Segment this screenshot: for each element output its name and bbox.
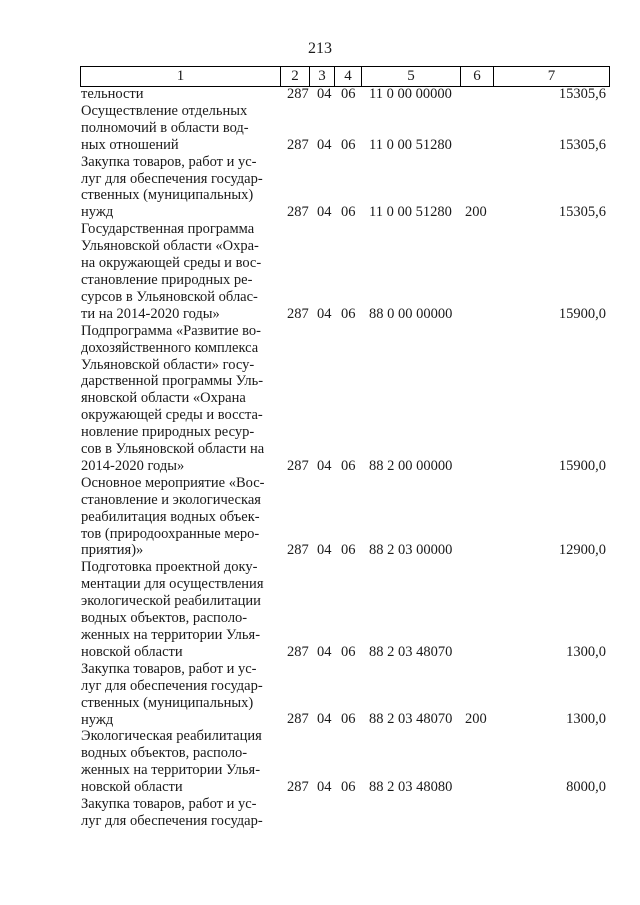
column-header-7: 7 [493,67,610,86]
section-code-cell: 04 [317,542,332,559]
description-line: нужд [81,204,114,221]
column-header-4: 4 [334,67,361,86]
target-article-cell: 88 0 00 00000 [369,305,453,322]
expense-type-cell: 200 [465,711,487,728]
table-row [0,728,640,796]
amount-cell: 8000,0 [566,779,606,796]
description-line: ственных (муниципальных) [81,694,254,711]
description-line: ментации для осуществления [81,576,264,593]
subsection-code-cell: 06 [341,643,356,660]
description-line: сов в Ульяновской области на [81,441,265,458]
amount-cell: 1300,0 [566,643,606,660]
table-row [0,154,640,222]
table-row [0,661,640,729]
target-article-cell: 88 2 03 48080 [369,779,453,796]
ministry-code-cell: 287 [287,643,309,660]
description-line: Основное мероприятие «Вос- [81,474,265,491]
column-header-2: 2 [280,67,309,86]
description-line: окружающей среды и восста- [81,407,263,424]
description-line: тельности [81,86,144,102]
description-line: Закупка товаров, работ и ус- [81,660,257,677]
row-values [0,813,640,830]
row-values [0,204,640,221]
page-number: 213 [308,40,332,57]
table-row [0,323,640,475]
row-values [0,644,640,661]
target-article-cell: 88 2 03 48070 [369,643,453,660]
column-header-5: 5 [361,67,460,86]
column-header-6: 6 [460,67,493,86]
row-values [0,779,640,796]
ministry-code-cell: 287 [287,204,309,221]
subsection-code-cell: 06 [341,457,356,474]
table-row [0,86,640,103]
target-article-cell: 88 2 03 00000 [369,542,453,559]
target-article-cell: 11 0 00 51280 [369,204,452,221]
amount-cell: 15900,0 [558,305,606,322]
amount-cell: 15900,0 [558,457,606,474]
description-line: луг для обеспечения государ- [81,170,263,187]
description-line: женных на территории Улья- [81,627,261,643]
subsection-code-cell: 06 [341,204,356,221]
ministry-code-cell: 287 [287,779,309,796]
description-line: ственных (муниципальных) [81,187,254,204]
description-line: ных отношений [81,136,179,153]
description-line: дохозяйственного комплекса [81,339,259,356]
description-line: яновской области «Охрана [81,390,246,407]
description-line: женных на территории Улья- [81,762,261,779]
ministry-code-cell: 287 [287,542,309,559]
target-article-cell: 11 0 00 00000 [369,85,452,102]
description-line: Ульяновской области» госу- [81,356,255,373]
subsection-code-cell: 06 [341,779,356,796]
section-code-cell: 04 [317,643,332,660]
table-row [0,221,640,322]
row-values [0,137,640,154]
target-article-cell: 11 0 00 51280 [369,136,452,153]
amount-cell: 12900,0 [558,542,606,559]
description-line: Закупка товаров, работ и ус- [81,796,257,813]
description-line: Осуществление отдельных [81,102,248,119]
description-line: тов (природоохранные меро- [81,525,260,542]
ministry-code-cell: 287 [287,457,309,474]
table-header [80,66,610,87]
row-values [0,542,640,559]
description-line: Подпрограмма «Развитие во- [81,322,261,339]
description-line: новской области [81,779,183,796]
section-code-cell: 04 [317,204,332,221]
expense-type-cell: 200 [465,204,487,221]
description-line: водных объектов, располо- [81,610,248,627]
description-line: полномочий в области вод- [81,119,249,136]
description-line: 2014-2020 годы» [81,457,185,474]
description-line: Экологическая реабилитация [81,728,262,745]
subsection-code-cell: 06 [341,711,356,728]
description-line: луг для обеспечения государ- [81,812,263,829]
description-line: Государственная программа [81,221,255,238]
section-code-cell: 04 [317,305,332,322]
description-line: становление природных ре- [81,271,253,288]
section-code-cell: 04 [317,711,332,728]
description-line: на окружающей среды и вос- [81,255,262,272]
column-header-1: 1 [80,67,280,86]
description-line: становление и экологическая [81,491,261,508]
description-line: ти на 2014-2020 годы» [81,305,220,322]
section-code-cell: 04 [317,779,332,796]
subsection-code-cell: 06 [341,305,356,322]
amount-cell: 15305,6 [558,204,606,221]
description-line: экологической реабилитации [81,593,261,610]
description-line: Ульяновской области «Охра- [81,238,259,255]
description-line: реабилитация водных объек- [81,508,260,525]
ministry-code-cell: 287 [287,85,309,102]
amount-cell: 15305,6 [558,136,606,153]
description-line: Закупка товаров, работ и ус- [81,153,257,170]
description-line: дарственной программы Уль- [81,373,264,390]
ministry-code-cell: 287 [287,136,309,153]
table-row [0,559,640,660]
ministry-code-cell: 287 [287,711,309,728]
row-values [0,306,640,323]
description-line: новской области [81,643,183,660]
row-description [81,323,277,475]
row-values [0,711,640,728]
row-values [0,458,640,475]
description-line: новление природных ресур- [81,424,255,441]
table-row [0,103,640,154]
amount-cell: 1300,0 [566,711,606,728]
target-article-cell: 88 2 00 00000 [369,457,453,474]
subsection-code-cell: 06 [341,85,356,102]
section-code-cell: 04 [317,136,332,153]
description-line: сурсов в Ульяновской облас- [81,288,258,305]
table-body [0,86,640,830]
row-values [0,86,640,103]
description-line: нужд [81,711,114,728]
subsection-code-cell: 06 [341,542,356,559]
section-code-cell: 04 [317,457,332,474]
column-header-3: 3 [309,67,334,86]
description-line: приятия)» [81,542,144,559]
amount-cell: 15305,6 [558,85,606,102]
description-line: Подготовка проектной доку- [81,559,258,576]
subsection-code-cell: 06 [341,136,356,153]
description-line: водных объектов, располо- [81,745,248,762]
table-row [0,475,640,560]
target-article-cell: 88 2 03 48070 [369,711,453,728]
ministry-code-cell: 287 [287,305,309,322]
description-line: луг для обеспечения государ- [81,677,263,694]
table-row [0,796,640,830]
section-code-cell: 04 [317,85,332,102]
